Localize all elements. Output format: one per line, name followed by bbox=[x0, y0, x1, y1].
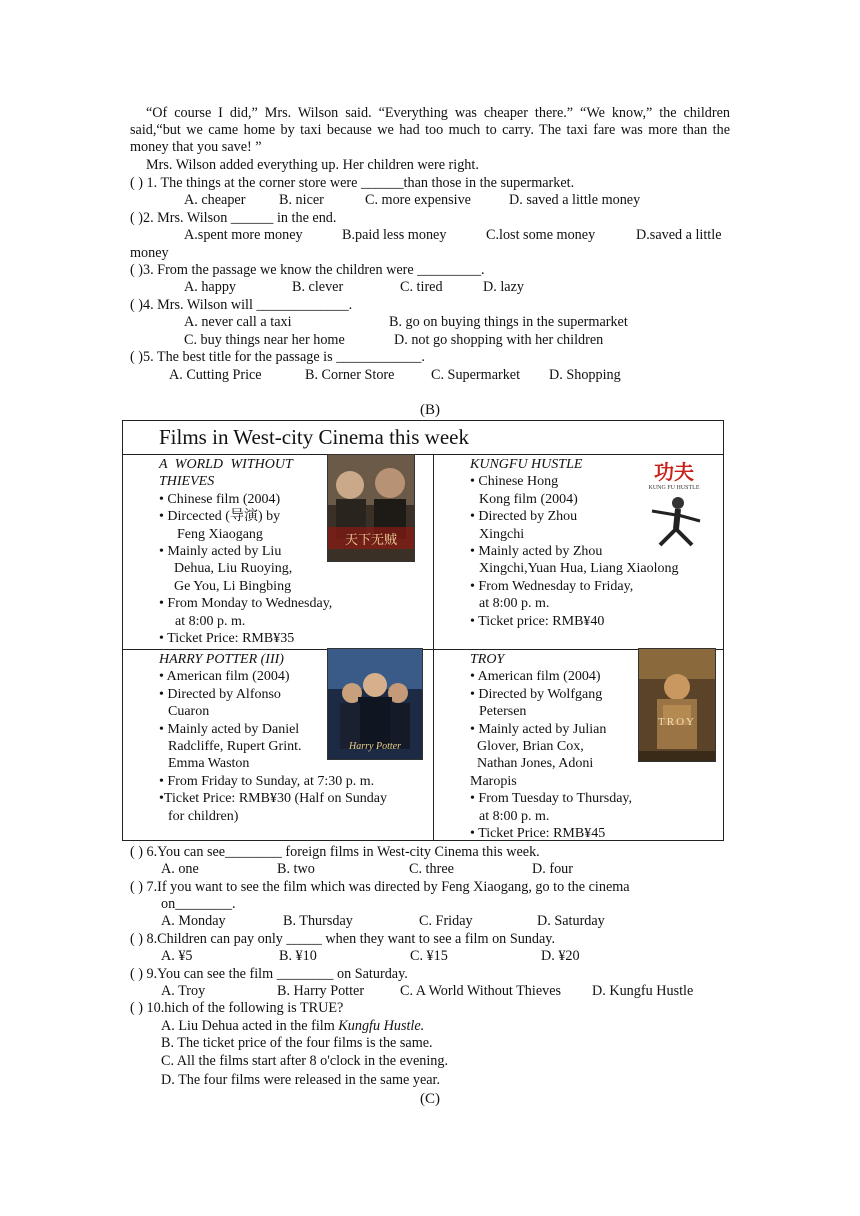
film-info: •Ticket Price: RMB¥30 (Half on Sunday bbox=[159, 791, 387, 807]
option: D. not go shopping with her children bbox=[394, 332, 604, 348]
film-info: • Mainly acted by Liu bbox=[159, 544, 282, 560]
film-info: • From Friday to Sunday, at 7:30 p. m. bbox=[159, 773, 375, 789]
film-title: KUNGFU HUSTLE bbox=[470, 457, 583, 472]
film-info: • Chinese Hong bbox=[470, 474, 559, 490]
section-heading: (C) bbox=[420, 1091, 440, 1107]
film-poster-kungfu-hustle bbox=[634, 455, 714, 549]
film-info: • Ticket Price: RMB¥45 bbox=[470, 826, 606, 842]
question-stem: ( ) 9.You can see the film ________ on Saturday. bbox=[130, 966, 408, 982]
film-poster-troy bbox=[638, 648, 716, 762]
film-info: Ge You, Li Bingbing bbox=[174, 578, 292, 594]
film-info: at 8:00 p. m. bbox=[479, 596, 550, 612]
film-poster-world-without-thieves bbox=[327, 454, 415, 562]
option: C. tired bbox=[400, 279, 443, 295]
option: D. ¥20 bbox=[541, 948, 580, 964]
film-info: Kong film (2004) bbox=[479, 491, 578, 507]
poster-title: 功夫 bbox=[654, 462, 694, 484]
film-poster-harry-potter bbox=[327, 648, 423, 760]
divider bbox=[123, 649, 723, 650]
question-stem: ( ) 10.hich of the following is TRUE? bbox=[130, 1000, 344, 1016]
option: C. A World Without Thieves bbox=[400, 983, 562, 999]
film-info: • American film (2004) bbox=[159, 669, 290, 685]
film-info: • Mainly acted by Zhou bbox=[470, 544, 603, 560]
option: C. Supermarket bbox=[431, 367, 521, 383]
option: A. never call a taxi bbox=[184, 314, 292, 330]
option: B. Thursday bbox=[283, 913, 353, 929]
question-stem: ( ) 7.If you want to see the film which was directed by Feng Xiaogang, go to the cinema bbox=[130, 879, 630, 895]
option: B. The ticket price of the four films is the same. bbox=[161, 1035, 433, 1051]
option: B. clever bbox=[292, 279, 344, 295]
film-info: Glover, Brian Cox, bbox=[477, 739, 584, 755]
film-info: at 8:00 p. m. bbox=[479, 808, 550, 824]
question-stem-cont: on________. bbox=[161, 896, 236, 912]
film-title: TROY bbox=[470, 652, 505, 667]
film-info: • Directed by Alfonso bbox=[159, 686, 281, 702]
film-info: • Directed by Zhou bbox=[470, 509, 578, 525]
option: D. four bbox=[532, 861, 573, 877]
film-info: • Mainly acted by Julian bbox=[470, 721, 607, 737]
option: B. go on buying things in the supermarket bbox=[389, 314, 628, 330]
option: A. cheaper bbox=[184, 192, 246, 208]
option-text: A. Liu Dehua acted in the film bbox=[161, 1018, 339, 1034]
question-stem: ( ) 6.You can see________ foreign films in West-city Cinema this week. bbox=[130, 844, 540, 860]
option: B. Harry Potter bbox=[277, 983, 365, 999]
film-info: • Ticket price: RMB¥40 bbox=[470, 613, 605, 629]
option: A. Monday bbox=[161, 913, 226, 929]
film-info: at 8:00 p. m. bbox=[175, 613, 246, 629]
option: B. two bbox=[277, 861, 315, 877]
option: D. Saturday bbox=[537, 913, 605, 929]
film-info: Xingchi,Yuan Hua, Liang Xiaolong bbox=[479, 561, 679, 577]
table-title: Films in West-city Cinema this week bbox=[123, 421, 723, 455]
film-info: • Dircected (导演) by bbox=[159, 509, 281, 525]
passage-paragraph: “Of course I did,” Mrs. Wilson said. “Everything was cheaper there.” “We know,” the children said,“but we came home by taxi because we had too much to carry. The taxi fare was more than the money that you save! ” bbox=[130, 105, 730, 155]
option: B. Corner Store bbox=[305, 367, 395, 383]
question-stem: ( ) 8.Children can pay only _____ when they want to see a film on Sunday. bbox=[130, 931, 556, 947]
option: C. three bbox=[409, 861, 454, 877]
option: A. happy bbox=[184, 279, 237, 295]
poster-title: 天下无贼 bbox=[344, 532, 398, 547]
question-stem: ( )3. From the passage we know the children were _________. bbox=[130, 262, 485, 278]
film-info: Cuaron bbox=[168, 704, 210, 720]
option: B.paid less money bbox=[342, 227, 447, 243]
option: B. nicer bbox=[279, 192, 324, 208]
question-stem: ( )5. The best title for the passage is ____________. bbox=[130, 349, 425, 365]
question-stem: ( ) 1. The things at the corner store were ______than those in the supermarket. bbox=[130, 175, 575, 191]
film-info: Dehua, Liu Ruoying, bbox=[174, 561, 293, 577]
option: C.lost some money bbox=[486, 227, 596, 243]
film-info: • From Tuesday to Thursday, bbox=[470, 791, 633, 807]
question-stem: ( )2. Mrs. Wilson ______ in the end. bbox=[130, 210, 337, 226]
option: C. ¥15 bbox=[410, 948, 448, 964]
option: C. buy things near her home bbox=[184, 332, 345, 348]
option: D. Shopping bbox=[549, 367, 621, 383]
passage-paragraph: Mrs. Wilson added everything up. Her children were right. bbox=[146, 157, 479, 173]
option: A. one bbox=[161, 861, 199, 877]
film-info: • Mainly acted by Daniel bbox=[159, 721, 300, 737]
option: C. All the films start after 8 o'clock in the evening. bbox=[161, 1053, 449, 1069]
option: A. Troy bbox=[161, 983, 206, 999]
option: C. more expensive bbox=[365, 192, 471, 208]
film-title: A WORLD WITHOUT bbox=[159, 457, 293, 472]
film-info: • From Wednesday to Friday, bbox=[470, 578, 634, 594]
poster-title: Harry Potter bbox=[349, 741, 401, 752]
film-info: Emma Waston bbox=[168, 756, 250, 772]
option bbox=[161, 1018, 424, 1035]
film-info: • Chinese film (2004) bbox=[159, 491, 281, 507]
film-title: HARRY POTTER (III) bbox=[159, 652, 284, 667]
option: C. Friday bbox=[419, 913, 473, 929]
option-film-name: Kungfu Hustle. bbox=[338, 1018, 425, 1034]
films-table bbox=[122, 420, 724, 841]
film-info: Nathan Jones, Adoni bbox=[477, 756, 594, 772]
section-heading: (B) bbox=[420, 402, 440, 418]
option-wrap: money bbox=[130, 245, 169, 261]
question-stem: ( )4. Mrs. Wilson will _____________. bbox=[130, 297, 353, 313]
film-info: • Directed by Wolfgang bbox=[470, 686, 603, 702]
poster-subtitle: KUNG FU HUSTLE bbox=[648, 485, 700, 491]
film-info: • From Monday to Wednesday, bbox=[159, 596, 333, 612]
option: D.saved a little bbox=[636, 227, 722, 243]
film-info: Maropis bbox=[470, 773, 517, 789]
option: D. The four films were released in the same year. bbox=[161, 1072, 441, 1088]
film-info: Feng Xiaogang bbox=[177, 526, 263, 542]
film-info: for children) bbox=[168, 808, 239, 824]
option: A. ¥5 bbox=[161, 948, 193, 964]
option: D. lazy bbox=[483, 279, 524, 295]
film-info: • American film (2004) bbox=[470, 669, 601, 685]
poster-title: TROY bbox=[658, 716, 696, 728]
film-title: THIEVES bbox=[159, 474, 215, 490]
film-info: Radcliffe, Rupert Grint. bbox=[168, 739, 302, 755]
option: A. Cutting Price bbox=[169, 367, 262, 383]
option: A.spent more money bbox=[184, 227, 303, 243]
film-info: Xingchi bbox=[479, 526, 525, 542]
divider bbox=[433, 455, 434, 841]
option: D. saved a little money bbox=[509, 192, 641, 208]
option: B. ¥10 bbox=[279, 948, 317, 964]
option: D. Kungfu Hustle bbox=[592, 983, 694, 999]
film-info: Petersen bbox=[479, 704, 527, 720]
film-info: • Ticket Price: RMB¥35 bbox=[159, 631, 295, 647]
